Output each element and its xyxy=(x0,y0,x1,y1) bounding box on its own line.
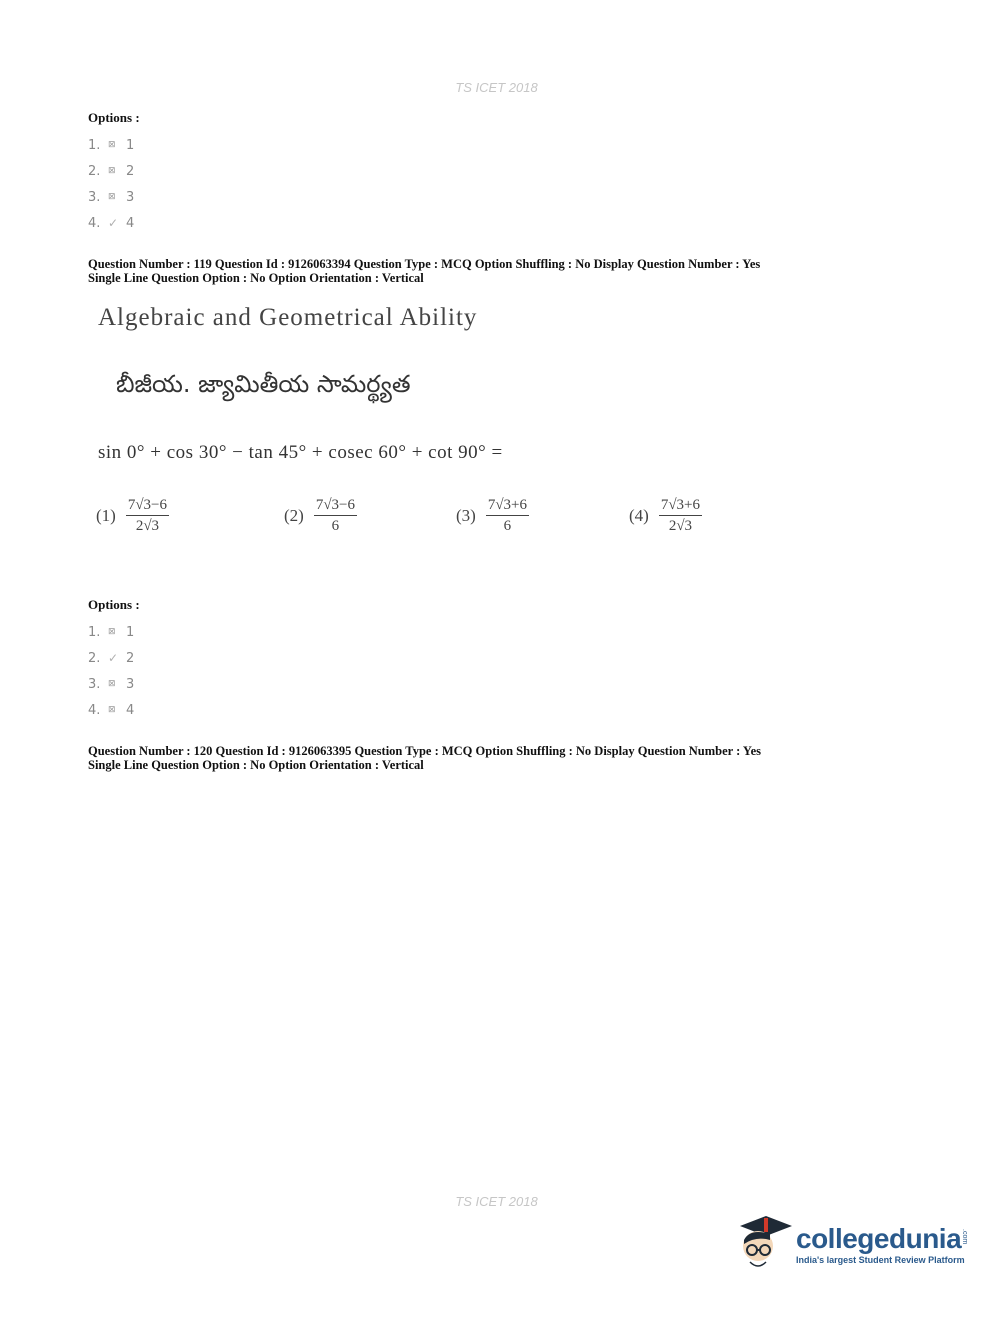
option-value: 3 xyxy=(126,189,135,205)
option-item xyxy=(88,132,134,158)
wrong-mark-icon: ⊠ xyxy=(108,166,116,176)
question-meta-line1: Question Number : 120 Question Id : 9126063395 Question Type : MCQ Option Shuffling : No Display Question Number : Yes xyxy=(88,744,761,758)
option-item xyxy=(88,210,134,236)
option-value: 1 xyxy=(126,624,135,640)
option-item xyxy=(88,619,134,645)
fraction xyxy=(659,497,702,535)
option-number: 3. xyxy=(88,189,101,205)
logo-tagline: India's largest Student Review Platform xyxy=(796,1255,965,1265)
section-title: Algebraic and Geometrical Ability xyxy=(98,304,478,331)
fraction-denominator: 2√3 xyxy=(668,518,693,534)
question-equation: sin 0° + cos 30° − tan 45° + cosec 60° + cot 90° = xyxy=(98,442,503,463)
option-value: 3 xyxy=(126,676,135,692)
telugu-section-title: బీజీయ. జ్యామితీయ సామర్థ్యత xyxy=(116,370,411,398)
logo-name: collegedunia xyxy=(796,1223,962,1254)
choice-1 xyxy=(96,497,169,535)
fraction-denominator: 2√3 xyxy=(135,518,160,534)
option-item xyxy=(88,671,134,697)
fraction-numerator: 7√3−6 xyxy=(314,497,357,516)
fraction-numerator: 7√3+6 xyxy=(486,497,529,516)
options-list xyxy=(88,132,134,236)
option-number: 2. xyxy=(88,163,101,179)
fraction xyxy=(486,497,529,535)
fraction-denominator: 6 xyxy=(331,518,340,534)
collegedunia-logo xyxy=(736,1212,968,1276)
option-item xyxy=(88,697,134,723)
option-number: 4. xyxy=(88,215,101,231)
choice-2 xyxy=(284,497,357,535)
wrong-mark-icon: ⊠ xyxy=(108,679,116,689)
option-value: 2 xyxy=(126,650,135,666)
option-number: 3. xyxy=(88,676,101,692)
choice-4 xyxy=(629,497,702,535)
fraction-numerator: 7√3+6 xyxy=(659,497,702,516)
logo-suffix: .com xyxy=(961,1229,969,1245)
option-number: 1. xyxy=(88,137,101,153)
option-number: 2. xyxy=(88,650,101,666)
options-list xyxy=(88,619,134,723)
choice-label: (2) xyxy=(284,506,304,525)
wrong-mark-icon: ⊠ xyxy=(108,705,116,715)
choice-3 xyxy=(456,497,529,535)
option-item xyxy=(88,184,134,210)
choice-label: (4) xyxy=(629,506,649,525)
option-item xyxy=(88,158,134,184)
wrong-mark-icon: ⊠ xyxy=(108,140,116,150)
question-meta-line1: Question Number : 119 Question Id : 9126063394 Question Type : MCQ Option Shuffling : No Display Question Number : Yes xyxy=(88,257,761,271)
check-mark-icon: ✓ xyxy=(108,651,119,665)
logo-text-block xyxy=(796,1223,968,1265)
fraction xyxy=(314,497,357,535)
header-watermark: TS ICET 2018 xyxy=(455,80,538,95)
option-number: 1. xyxy=(88,624,101,640)
fraction-numerator: 7√3−6 xyxy=(126,497,169,516)
mascot-icon xyxy=(736,1212,792,1276)
fraction-denominator: 6 xyxy=(503,518,512,534)
question-meta-line2: Single Line Question Option : No Option Orientation : Vertical xyxy=(88,271,424,285)
options-label: Options : xyxy=(88,110,140,125)
choice-label: (1) xyxy=(96,506,116,525)
option-value: 4 xyxy=(126,215,135,231)
check-mark-icon: ✓ xyxy=(108,216,119,230)
options-label: Options : xyxy=(88,597,140,612)
option-item xyxy=(88,645,134,671)
footer-watermark: TS ICET 2018 xyxy=(455,1194,538,1209)
option-value: 2 xyxy=(126,163,135,179)
wrong-mark-icon: ⊠ xyxy=(108,627,116,637)
option-value: 4 xyxy=(126,702,135,718)
question-meta-line2: Single Line Question Option : No Option Orientation : Vertical xyxy=(88,758,424,772)
wrong-mark-icon: ⊠ xyxy=(108,192,116,202)
choice-label: (3) xyxy=(456,506,476,525)
question-meta-120 xyxy=(88,744,761,772)
option-value: 1 xyxy=(126,137,135,153)
question-meta-119 xyxy=(88,257,760,285)
option-number: 4. xyxy=(88,702,101,718)
fraction xyxy=(126,497,169,535)
